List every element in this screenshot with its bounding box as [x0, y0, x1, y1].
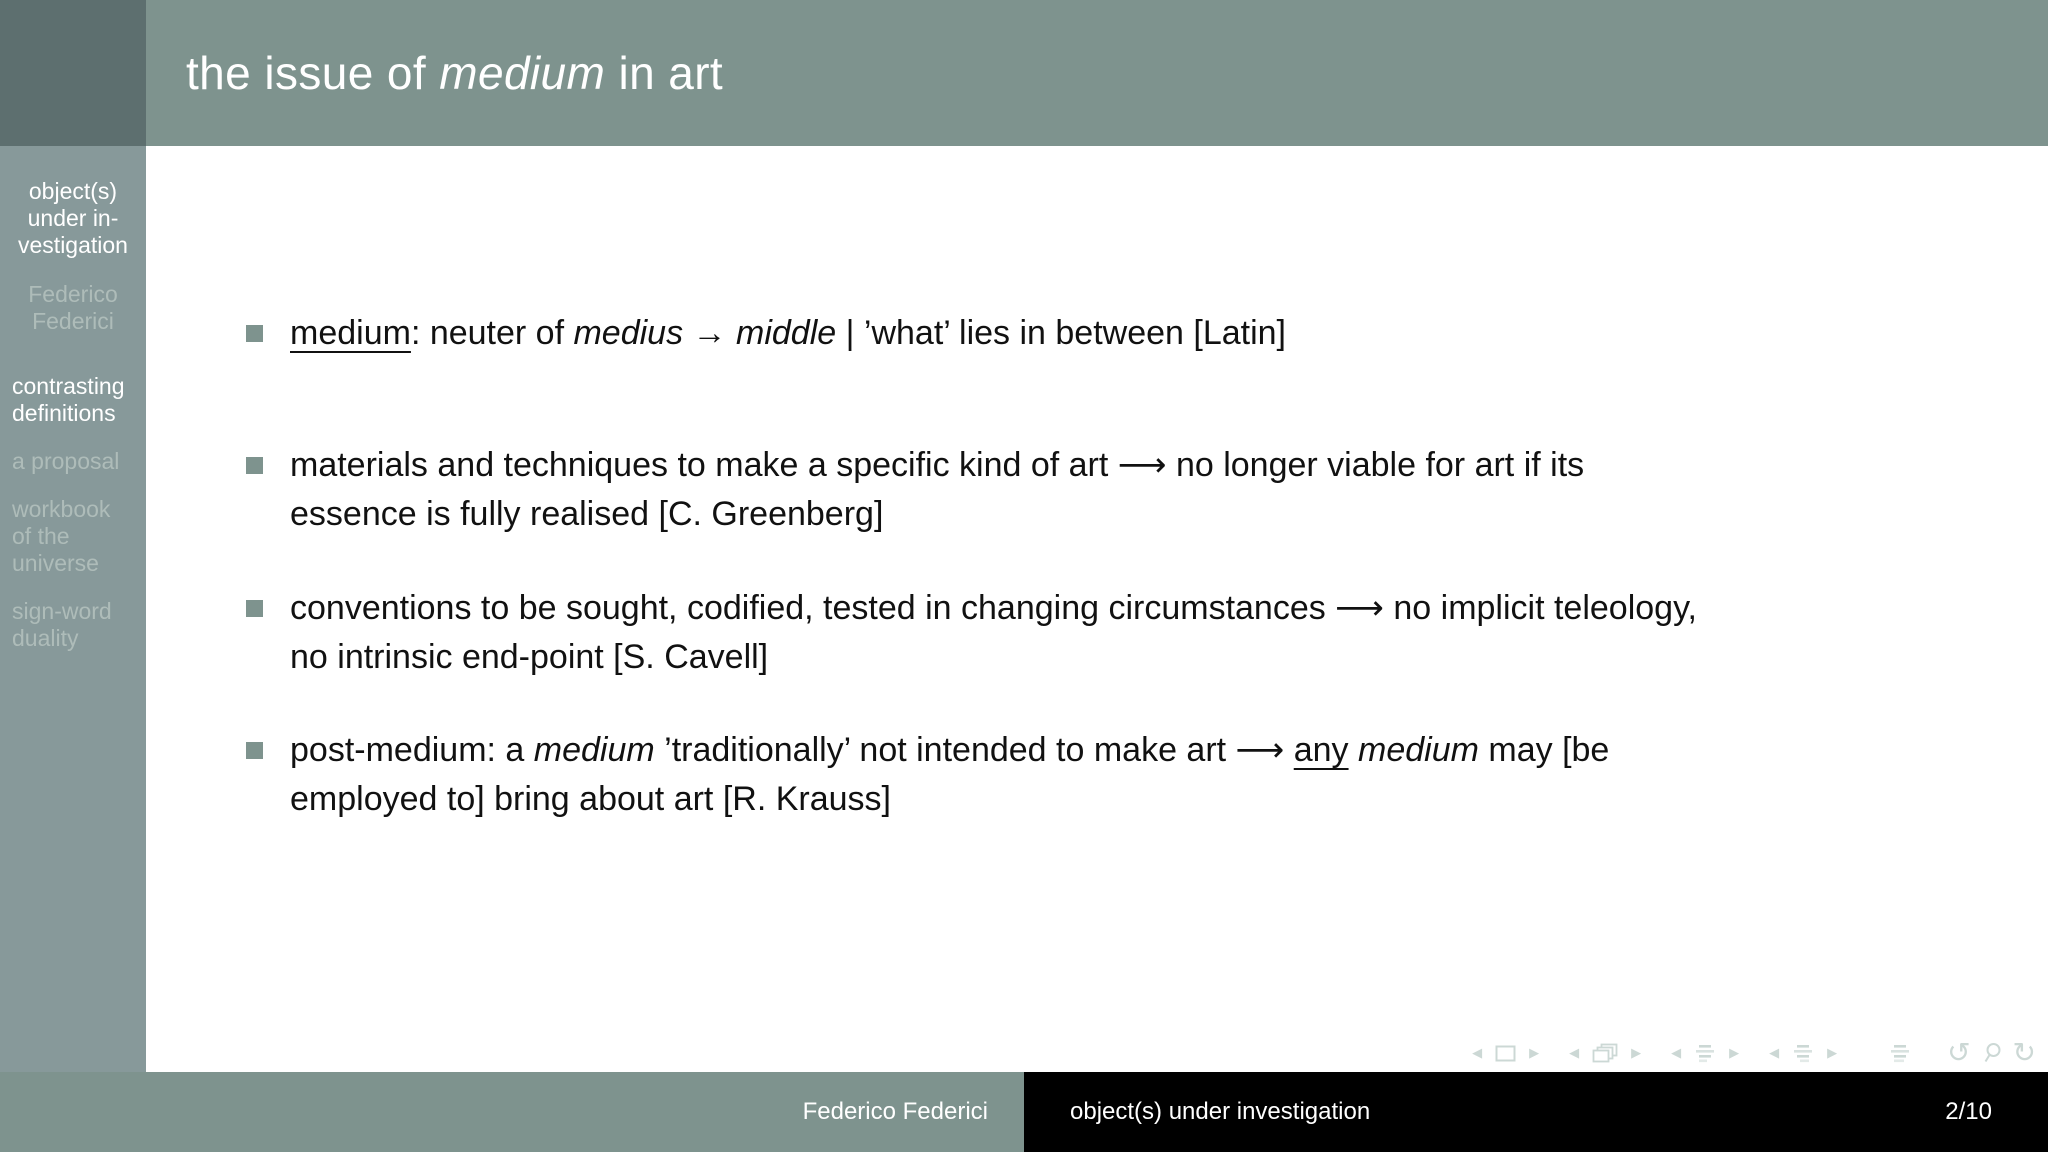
- footer-title: object(s) under investigation: [1070, 1098, 1371, 1125]
- bullet-item: [246, 726, 2020, 824]
- footer-page-number: 2/10: [1945, 1098, 1992, 1125]
- prev-section-icon[interactable]: ◀: [1769, 1045, 1780, 1061]
- sidebar-sections: [0, 373, 146, 652]
- footer-author-cell: [0, 1072, 1024, 1152]
- bullet-marker-icon: [246, 325, 263, 342]
- bullet-text: post-medium: a medium ’traditionally’ not intended to make art ⟶ any medium may [be employed to] bring about art [R. Krauss]: [290, 731, 1610, 818]
- frame-icon[interactable]: [1592, 1043, 1618, 1064]
- footer-author: Federico Federici: [802, 1098, 988, 1125]
- search-icon[interactable]: [1982, 1042, 2002, 1065]
- footer-bar: [0, 1072, 2048, 1152]
- forward-icon[interactable]: ↻: [2012, 1036, 2036, 1069]
- bullet-item: [246, 584, 2020, 682]
- bullet-marker-icon: [246, 457, 263, 474]
- next-frame-icon[interactable]: ▶: [1631, 1045, 1642, 1061]
- sidebar-item-a-proposal[interactable]: a proposal: [12, 448, 120, 474]
- navigation-symbols: [1472, 1038, 2036, 1068]
- bullet-item: [246, 309, 2020, 358]
- bullet-marker-icon: [246, 742, 263, 759]
- sidebar-item-contrasting-definitions[interactable]: contrasting definitions: [12, 373, 125, 426]
- header-bar: [146, 0, 2048, 146]
- back-icon[interactable]: ↺: [1947, 1036, 1971, 1069]
- slide-title: the issue of medium in art: [186, 47, 724, 99]
- prev-frame-icon[interactable]: ◀: [1569, 1045, 1580, 1061]
- sidebar-header-corner: [0, 0, 146, 146]
- sidebar: [0, 146, 146, 1072]
- prev-slide-icon[interactable]: ◀: [1472, 1045, 1483, 1061]
- next-section-icon[interactable]: ▶: [1827, 1045, 1838, 1061]
- bullet-text: materials and techniques to make a specific kind of art ⟶ no longer viable for art if its essence is fully realised [C. Greenberg]: [290, 446, 1585, 533]
- slide-icon[interactable]: [1495, 1045, 1516, 1062]
- bullet-marker-icon: [246, 600, 263, 617]
- prev-subsection-icon[interactable]: ◀: [1671, 1045, 1682, 1061]
- sidebar-presentation-title[interactable]: object(s) under in- vestigation: [18, 178, 128, 258]
- next-subsection-icon[interactable]: ▶: [1729, 1045, 1740, 1061]
- footer-title-cell: [1024, 1072, 2048, 1152]
- sidebar-item-workbook-of-the-universe[interactable]: workbook of the universe: [12, 496, 111, 576]
- bullet-text: conventions to be sought, codified, tested in changing circumstances ⟶ no implicit teleology, no intrinsic end-point [S. Cavell]: [290, 589, 1697, 676]
- bullet-item: [246, 441, 2020, 539]
- sidebar-item-sign-word-duality[interactable]: sign-word duality: [12, 598, 112, 651]
- slide-body: [146, 146, 2048, 1072]
- bullet-text: medium: neuter of medius → middle | ’what’ lies in between [Latin]: [290, 314, 1287, 352]
- subsection-icon[interactable]: [1694, 1044, 1716, 1063]
- sidebar-author: Federico Federici: [28, 281, 118, 334]
- next-slide-icon[interactable]: ▶: [1529, 1045, 1540, 1061]
- section-icon[interactable]: [1792, 1044, 1814, 1063]
- appendix-icon[interactable]: [1889, 1044, 1911, 1063]
